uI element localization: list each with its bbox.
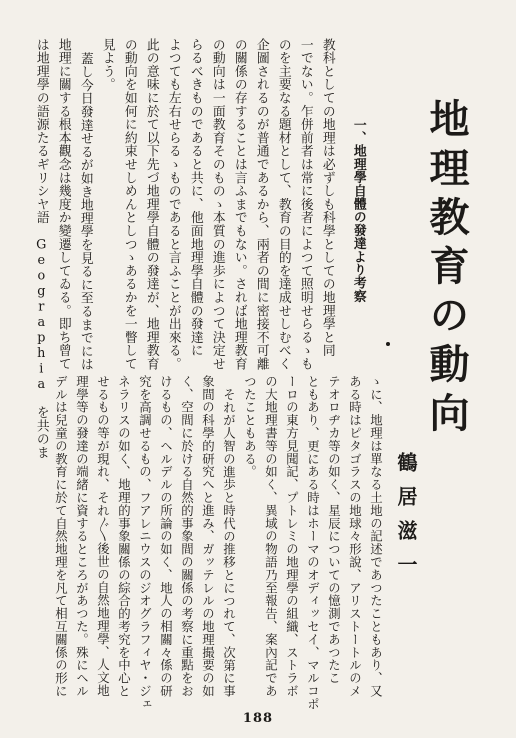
text-line: 地理に關する根本觀念は幾度か變遷してゐる。即ち曾て (55, 38, 71, 371)
text-line: の大地理書等の如く、異域の物語乃至報告、案內記であ (263, 375, 279, 698)
text-line: 蓋し今日發達せるが如き地理學を見るに至るまでには (77, 52, 93, 372)
text-line: の關係の存することは言ふまでもない。されば地理教育 (231, 38, 247, 371)
text-line: 一でない。乍併前者は常に後者によつて照明せらるゝも (297, 38, 313, 371)
text-line: の動向は一面教育そのものゝ本質の進歩によつて決定せ (209, 38, 225, 371)
text-line: 象間の科學的研究へと進み、ガッテレルの地理撮要の如 (200, 375, 216, 698)
text-line: それが人智の進歩と時代の推移とにつれて、次第に事 (221, 388, 237, 698)
text-line: よつても左右せらるゝものであると言ふことが出來る。 (165, 38, 181, 371)
text-line: 企圖されるのが普通であるから、兩者の間に密接不可離 (253, 38, 269, 371)
text-line: 究を高調せるもの、フアレニウスのジオグラフィヤ・ジェ (137, 375, 153, 711)
title-decoration-dot (386, 342, 390, 346)
page-number: 188 (242, 711, 274, 726)
section-heading: 一、地理學自體の發達より考察 (350, 118, 366, 303)
text-line: 教科としての地理は必ずしも科學としての地理學と同 (319, 38, 335, 358)
author-name: 鶴居滋一 (394, 452, 418, 588)
text-line: 理學等の發達の端緒に資するところがあつた。殊にヘル (74, 375, 90, 698)
text-line: 此の意味に於て以下先づ地理學自體の發達が、地理教育 (143, 38, 159, 371)
text-line: く、空間に於ける自然的事象間の關係の考察に重點をお (179, 375, 195, 698)
text-line: の動向を如何に約束せしめんとしつゝあるかを一瞥して (121, 38, 137, 371)
text-line: けるもの、ヘルデルの所論の如く、地人の相關々係の研 (158, 375, 174, 698)
text-line: ともあり、更にある時はホーマのオディッセイ、マルコポ (305, 375, 321, 711)
text-line: ネラリスの如く、地理的事象關係の綜合的考究を中心と (116, 375, 132, 698)
text-line: デルは兒童の教育に於て自然地理を凡て相互關係の形に (53, 375, 69, 698)
text-line: は地理學の語源たるギリシヤ語 Geographia を共のま (33, 38, 49, 459)
text-line: ゝに、地理は單なる土地の記述であつたこともあり、又 (368, 375, 384, 698)
text-line: せるもの等が現れ、それ〲後世の自然地理學、人文地 (95, 375, 111, 697)
text-line: 見よう。 (99, 38, 115, 92)
text-line: テオロヂカ等の如く、星辰についての憶測であつたこ (326, 375, 342, 685)
text-line: のを主要なる題材として、教育の目的を達成せしむべく (275, 38, 291, 371)
text-line: つたこともある。 (242, 375, 258, 479)
text-line: らるべきものであると共に、他面地理學自體の發達に (187, 38, 203, 358)
text-line: ある時はピタゴラスの地球々形說、アリストートルのメ (347, 375, 363, 698)
text-line: ーロの東方見聞記、プトレミの地理學の組織、ストラボ (284, 375, 300, 698)
article-title: 地理教育の動向 (423, 98, 470, 441)
